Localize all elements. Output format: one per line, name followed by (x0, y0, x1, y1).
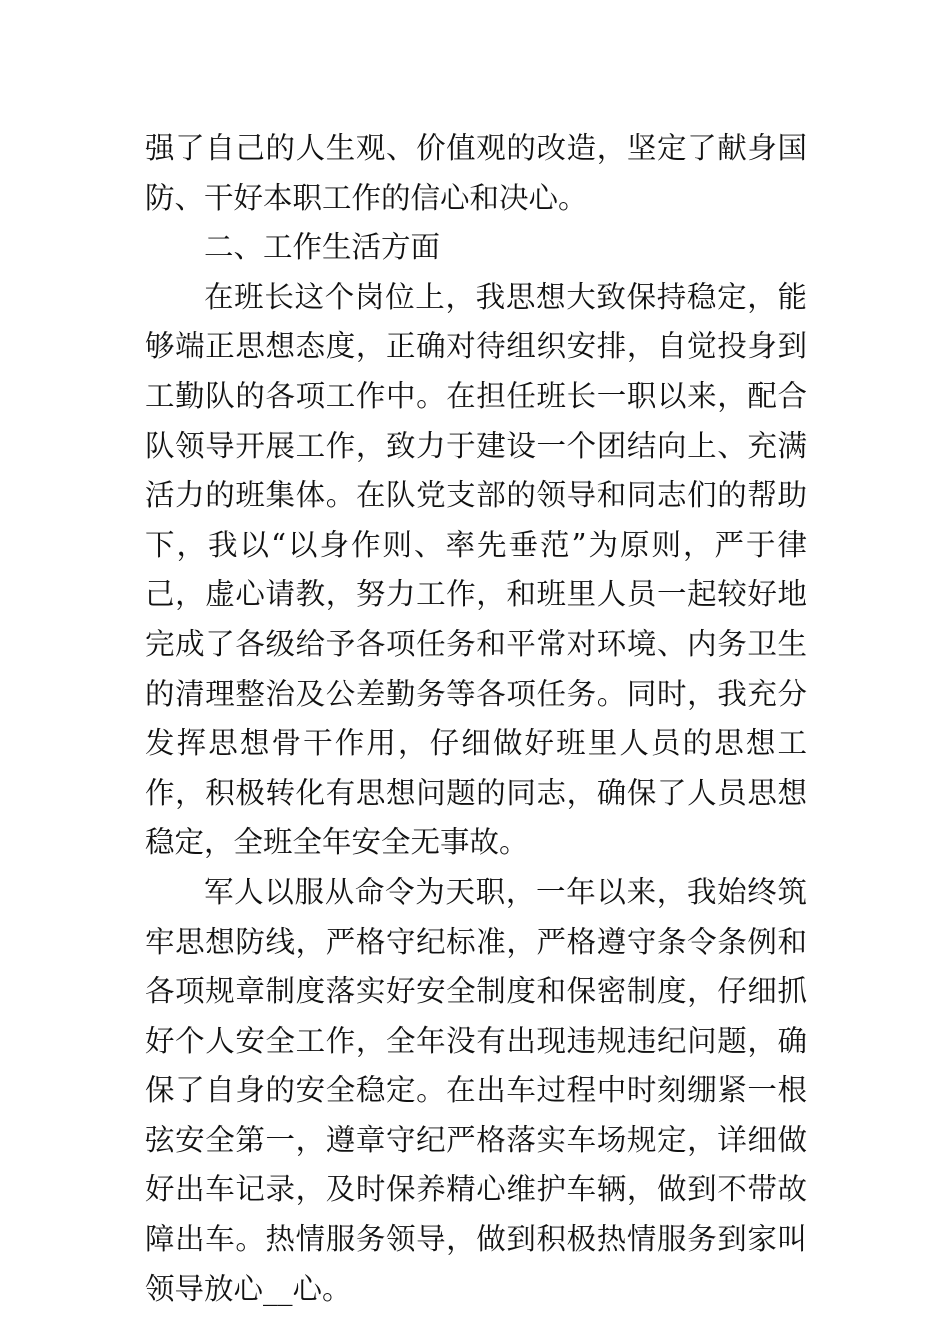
document-body (145, 124, 807, 1314)
paragraph-continuation: 强了自己的人生观、价值观的改造，坚定了献身国防、干好本职工作的信心和决心。 (145, 131, 807, 215)
paragraph-team-leader: 在班长这个岗位上，我思想大致保持稳定，能够端正思想态度，正确对待组织安排，自觉投身到工勤队的各项工作中。在担任班长一职以来，配合队领导开展工作，致力于建设一个团结向上、充满活力的班集体。在队党支部的领导和同志们的帮助下，我以“以身作则、率先垂范”为原则，严于律己，虚心请教，努力工作，和班里人员一起较好地完成了各级给予各项任务和平常对环境、内务卫生的清理整治及公差勤务等各项任务。同时，我充分发挥思想骨干作用，仔细做好班里人员的思想工作，积极转化有思想问题的同志，确保了人员思想稳定，全班全年安全无事故。 (145, 279, 807, 860)
section-heading: 二、工作生活方面 (204, 230, 441, 265)
paragraph-discipline: 军人以服从命令为天职，一年以来，我始终筑牢思想防线，严格守纪标准，严格遵守条令条例和各项规章制度落实好安全制度和保密制度，仔细抓好个人安全工作，全年没有出现违规违纪问题，确保了自身的安全稳定。在出车过程中时刻绷紧一根弦安全第一，遵章守纪严格落实车场规定，详细做好出车记录，及时保养精心维护车辆，做到不带故障出车。热情服务领导，做到积极热情服务到家叫领导放心__心。 (145, 874, 807, 1306)
